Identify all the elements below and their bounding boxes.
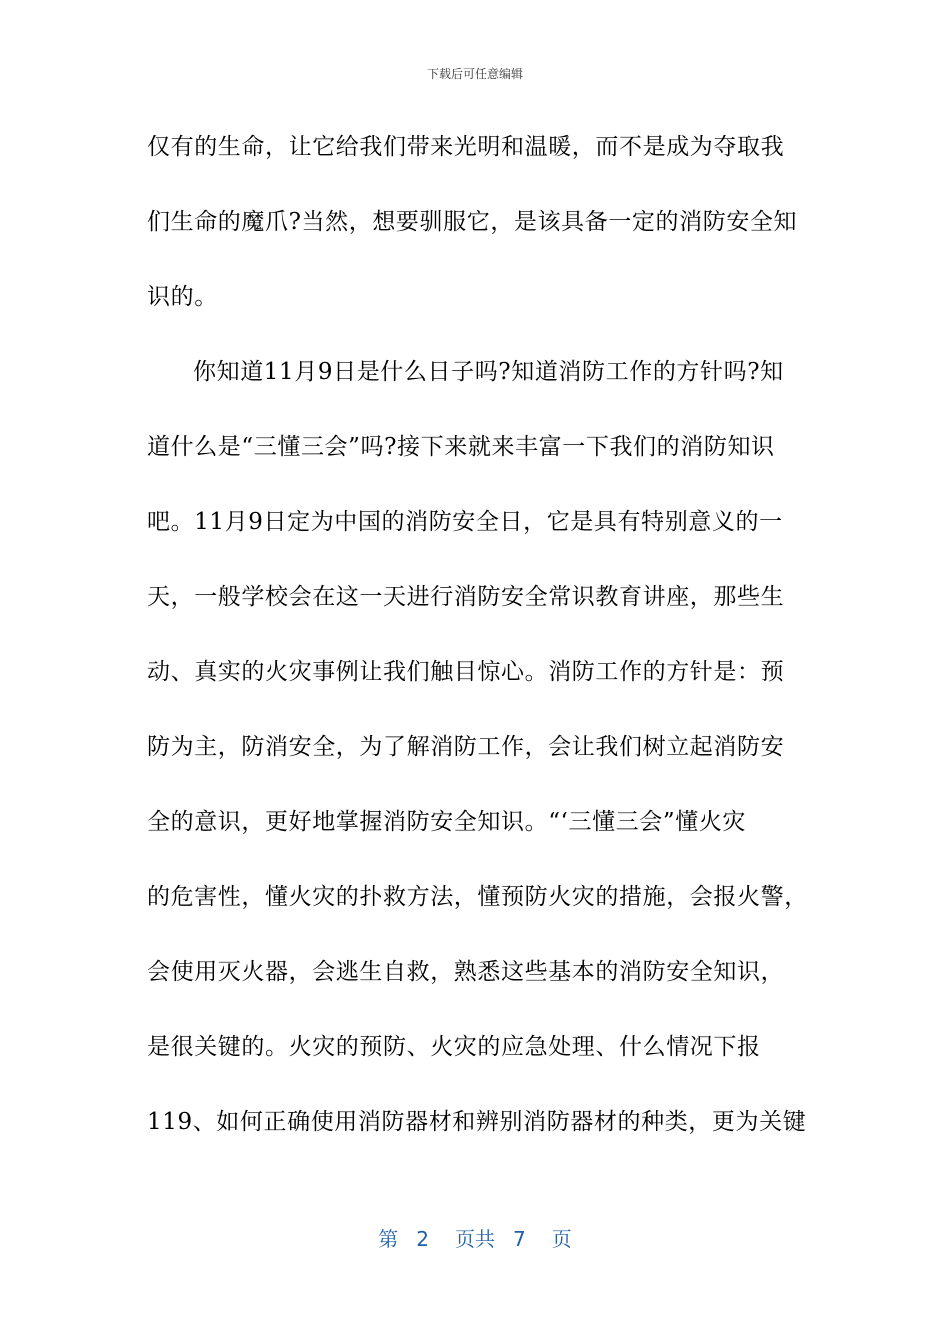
text-line: 们生命的魔爪?当然，想要驯服它，是该具备一定的消防安全知 <box>147 209 798 235</box>
text-line: 道什么是“三懂三会”吗?接下来就来丰富一下我们的消防知识 <box>147 434 775 460</box>
text-line: 防为主，防消安全，为了解消防工作，会让我们树立起消防安 <box>147 734 785 760</box>
text-line: 的危害性，懂火灾的扑救方法，懂预防火灾的措施，会报火警， <box>147 884 808 910</box>
page-header: 下载后可任意编辑 <box>426 67 523 81</box>
text-line: 是很关键的。火灾的预防、火灾的应急处理、什么情况下报 <box>147 1034 761 1060</box>
text-line: 吧。11月9日定为中国的消防安全日，它是具有特别意义的一 <box>147 509 783 535</box>
text-line: 全的意识，更好地掌握消防安全知识。“‘三懂三会”懂火灾 <box>147 809 747 835</box>
footer-suffix: 页 <box>551 1227 572 1251</box>
text-line: 动、真实的火灾事例让我们触目惊心。消防工作的方针是：预 <box>147 659 785 685</box>
page-footer <box>0 1224 950 1254</box>
total-page-count: 7 <box>513 1227 526 1251</box>
text-line: 会使用灭火器，会逃生自救，熟悉这些基本的消防安全知识， <box>147 959 785 985</box>
footer-middle: 页共 <box>455 1227 495 1251</box>
text-line: 119、如何正确使用消防器材和辨别消防器材的种类，更为关键 <box>147 1109 807 1135</box>
document-body <box>147 129 807 1179</box>
text-line: 识的。 <box>147 284 218 310</box>
paragraph-start-line: 你知道11月9日是什么日子吗?知道消防工作的方针吗?知 <box>193 359 784 385</box>
current-page-number: 2 <box>416 1227 429 1251</box>
footer-prefix: 第 <box>378 1227 399 1251</box>
text-line: 天，一般学校会在这一天进行消防安全常识教育讲座，那些生 <box>147 584 785 610</box>
text-line: 仅有的生命，让它给我们带来光明和温暖，而不是成为夺取我 <box>147 134 785 160</box>
